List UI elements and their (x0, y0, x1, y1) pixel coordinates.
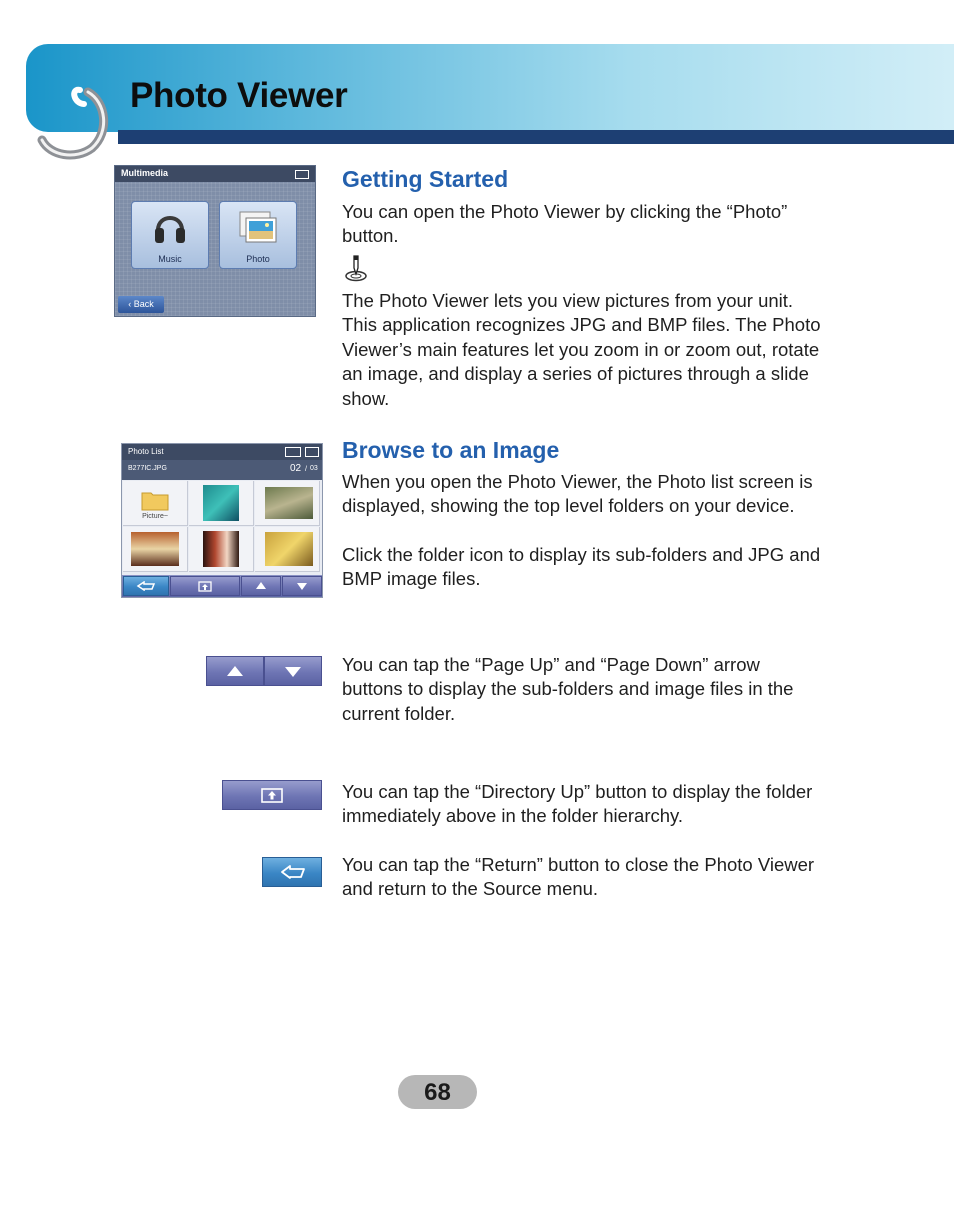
multimedia-screenshot (114, 165, 316, 317)
page-up-button[interactable] (206, 656, 264, 686)
current-filename: B277IC.JPG (128, 465, 167, 472)
page-title: Photo Viewer (130, 76, 348, 115)
page-current: 02 (290, 463, 302, 474)
thumbnail-image (265, 487, 313, 519)
thumbnail-item[interactable] (189, 527, 254, 572)
return-icon (136, 581, 156, 591)
page-buttons-description: You can tap the “Page Up” and “Page Down” arrow buttons to display the sub-folders and image files in the current folder. (342, 654, 794, 724)
page-up-button[interactable] (241, 576, 281, 596)
folder-icon (141, 489, 169, 511)
page-total: 03 (310, 465, 318, 472)
thumbnail-item[interactable] (255, 527, 320, 572)
arrow-up-icon (256, 582, 266, 589)
page-down-button[interactable] (282, 576, 322, 596)
battery-icon (295, 170, 309, 179)
folder-item[interactable] (123, 481, 188, 526)
music-label: Music (158, 254, 182, 264)
return-icon (280, 865, 306, 879)
arrow-up-icon (227, 666, 243, 676)
photo-label: Photo (246, 254, 270, 264)
return-button[interactable] (262, 857, 322, 887)
thumbnail-image (203, 531, 239, 567)
multimedia-titlebar (115, 166, 315, 182)
photo-icon (238, 210, 278, 244)
battery-icon (305, 447, 319, 457)
thumbnail-image (131, 532, 179, 566)
page-number: 68 (398, 1075, 477, 1109)
photo-list-toolbar (122, 575, 322, 597)
directory-up-button[interactable] (222, 780, 322, 810)
thumbnail-item[interactable] (189, 481, 254, 526)
return-description: You can tap the “Return” button to close the Photo Viewer and return to the Source menu. (342, 854, 815, 900)
directory-up-icon (261, 787, 283, 803)
getting-started-paragraph-1: You can open the Photo Viewer by clicking the “Photo” button. (342, 201, 788, 247)
memory-card-icon (285, 447, 301, 457)
chevron-left-icon: ‹ (128, 299, 134, 309)
return-button[interactable] (123, 576, 169, 596)
browse-heading: Browse to an Image (342, 437, 560, 463)
directory-up-icon (198, 580, 212, 592)
photo-list-titlebar (122, 444, 322, 460)
directory-up-description: You can tap the “Directory Up” button to display the folder immediately above in the folder hierarchy. (342, 781, 813, 827)
photo-button[interactable] (219, 201, 297, 269)
page-down-button[interactable] (264, 656, 322, 686)
header-underline-bar (118, 130, 954, 144)
photo-list-screenshot (121, 443, 323, 598)
directory-up-button[interactable] (170, 576, 240, 596)
headphones-icon (153, 208, 187, 246)
thumbnail-image (203, 485, 239, 521)
getting-started-paragraph-2: The Photo Viewer lets you view pictures from your unit. This application recognizes JPG and BMP files. The Photo Viewer’s main features let you zoom in or zoom out, rotate an image, and display a series of pictures through a slide show. (342, 290, 821, 409)
getting-started-heading: Getting Started (342, 166, 509, 192)
page-separator: / (305, 466, 307, 473)
stylus-tap-icon (343, 253, 369, 283)
multimedia-title: Multimedia (121, 168, 169, 178)
thumbnail-item[interactable] (123, 527, 188, 572)
folder-label: Picture~ (142, 513, 168, 520)
back-button[interactable] (118, 296, 164, 313)
browse-paragraph-2: Click the folder icon to display its sub-folders and JPG and BMP image files. (342, 544, 821, 590)
browse-paragraph-1: When you open the Photo Viewer, the Photo list screen is displayed, showing the top level folders on your device. (342, 471, 813, 517)
photo-list-infobar (122, 460, 322, 480)
thumbnail-image (265, 532, 313, 566)
arrow-down-icon (297, 583, 307, 590)
photo-list-title: Photo List (128, 447, 164, 456)
music-button[interactable] (131, 201, 209, 269)
ring-icon (36, 82, 116, 162)
thumbnail-item[interactable] (255, 481, 320, 526)
arrow-down-icon (285, 667, 301, 677)
back-label: Back (133, 299, 154, 309)
